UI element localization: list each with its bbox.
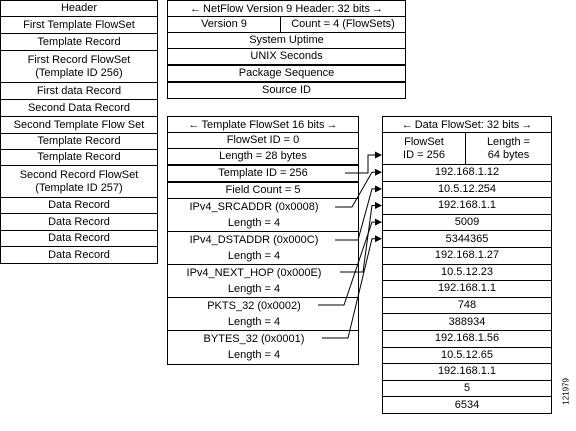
template-field-length: Length = 4 [227,216,281,229]
arrow-left-icon: ← [190,2,202,15]
arrow-right-icon: → [371,2,383,15]
arrow-right-icon: → [521,118,533,131]
data-flowset-title-text: Data FlowSet: 32 bits [414,118,520,131]
left-column-item: Data Record [0,230,158,247]
template-field-row: Template ID = 256 [167,165,359,182]
template-field-length: Length = 4 [227,282,281,295]
left-column-item: First Template FlowSet [0,16,158,34]
connector-bytes [322,239,381,338]
data-value-row: 10.5.12.254 [382,181,552,199]
data-value-row: 192.168.1.1 [382,280,552,298]
netflow-unix-seconds: UNIX Seconds [167,48,406,65]
data-value-row: 10.5.12.23 [382,264,552,282]
arrow-right-icon: → [326,118,338,131]
template-field-length: Length = 4 [227,249,281,262]
netflow-package-sequence: Package Sequence [167,65,406,82]
template-field-row: Length = 28 bytes [167,148,359,165]
left-column-item: Second Record FlowSet (Template ID 257) [0,165,158,198]
data-value-row: 5009 [382,214,552,232]
template-field-name: BYTES_32 (0x0001) [203,332,305,345]
netflow-source-id: Source ID [167,82,406,99]
netflow-system-uptime: System Uptime [167,32,406,49]
data-value-row: 192.168.1.12 [382,164,552,182]
template-field-name: IPv4_DSTADDR (0x000C) [189,233,319,246]
template-field-row: Field Count = 5 [167,182,359,199]
data-value-row: 192.168.1.1 [382,197,552,215]
data-value-row: 5344365 [382,230,552,248]
template-field-length: Length = 4 [227,315,281,328]
data-value-row: 192.168.1.27 [382,247,552,265]
left-column-item: Data Record [0,246,158,264]
connector-srcaddr [335,172,381,207]
template-field-length: Length = 4 [227,349,281,362]
template-field-row: FlowSet ID = 0 [167,132,359,149]
left-column-item: First data Record [0,82,158,100]
netflow-version: Version 9 [167,16,281,33]
data-value-row: 748 [382,297,552,315]
left-column-item: First Record FlowSet (Template ID 256) [0,50,158,83]
data-value-row: 10.5.12.65 [382,347,552,365]
template-field-name: IPv4_NEXT_HOP (0x000E) [186,266,322,279]
arrow-left-icon: ← [188,118,200,131]
data-value-row: 6534 [382,396,552,414]
data-value-row: 192.168.1.1 [382,363,552,381]
template-flowset-title-text: Template FlowSet 16 bits [201,118,325,131]
left-column-item: Second Template Flow Set [0,116,158,134]
connector-template-id [345,155,381,173]
figure-id: 121979 [562,378,571,405]
connector-pkts [318,222,381,305]
netflow-count: Count = 4 (FlowSets) [280,16,406,33]
data-flowset-id: FlowSet ID = 256 [382,132,466,165]
left-column-item: Header [0,0,158,17]
left-column-item: Data Record [0,213,158,231]
data-value-row: 192.168.1.56 [382,330,552,348]
template-field-name: PKTS_32 (0x0002) [207,299,301,312]
left-column-item: Data Record [0,197,158,214]
template-field-name: IPv4_SRCADDR (0x0008) [189,200,319,213]
left-column-item: Template Record [0,33,158,51]
arrow-left-icon: ← [401,118,413,131]
data-value-row: 5 [382,380,552,398]
netflow-header-title-text: NetFlow Version 9 Header: 32 bits [203,2,370,15]
left-column-item: Template Record [0,133,158,150]
left-column-item: Second Data Record [0,99,158,117]
data-flowset-length: Length = 64 bytes [465,132,552,165]
left-column-item: Template Record [0,149,158,166]
data-value-row: 388934 [382,313,552,331]
